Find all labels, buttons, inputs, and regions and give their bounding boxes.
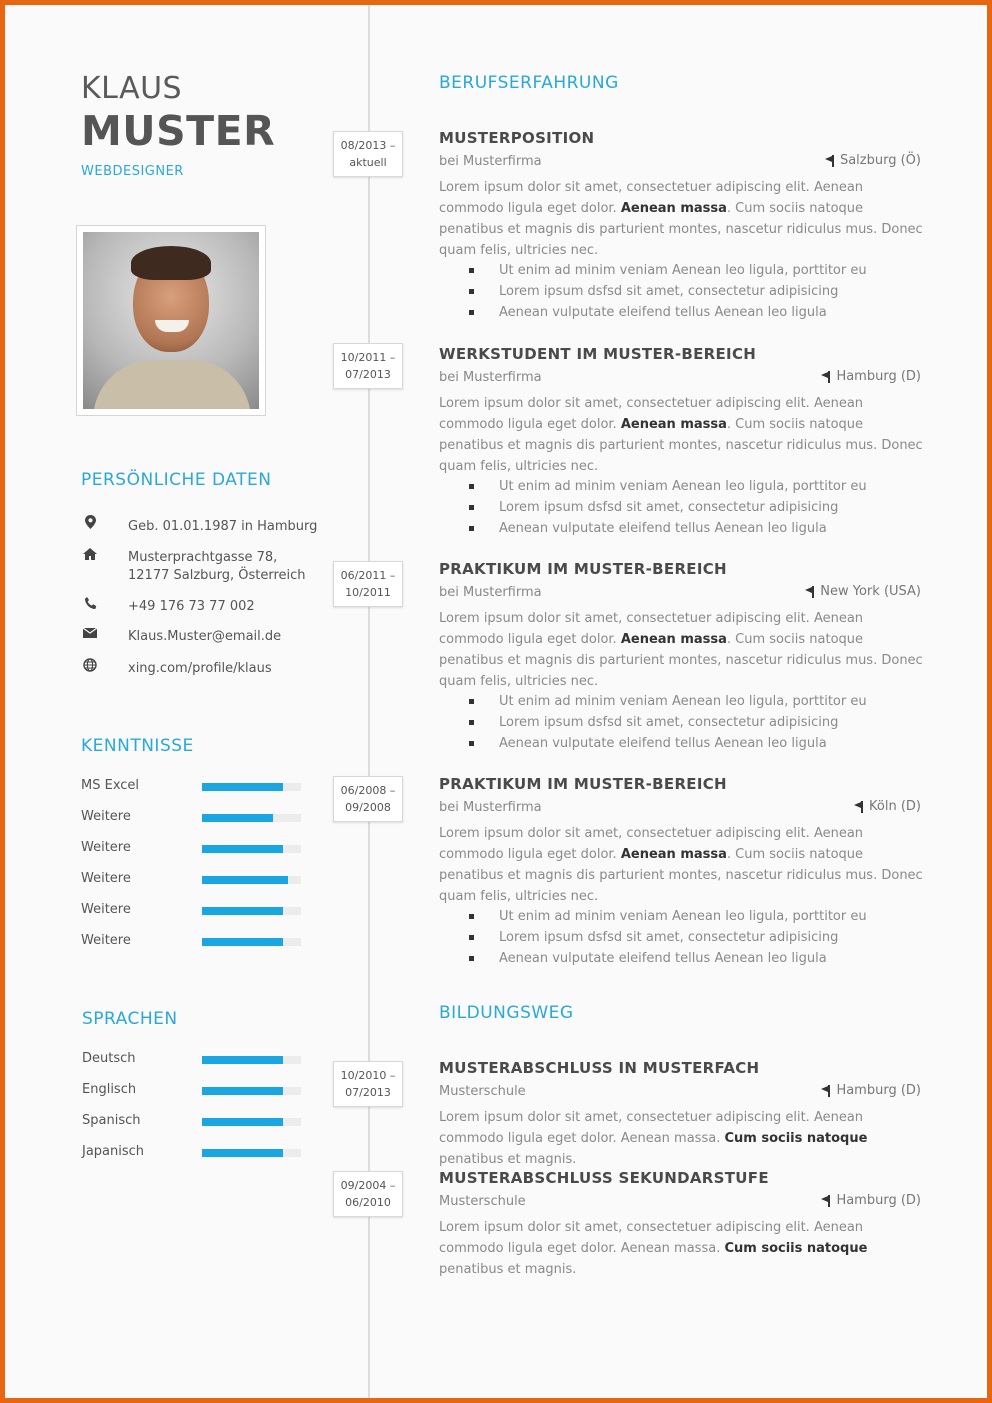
profile-url: xing.com/profile/klaus	[128, 661, 272, 676]
school-name: Musterschule	[439, 1194, 526, 1209]
skills-label: Weitere	[81, 809, 131, 824]
date-to: 09/2008	[345, 801, 391, 814]
languages-label: Englisch	[82, 1082, 137, 1097]
bullet-item: Aenean vulputate eleifend tellus Aenean leo ligula	[469, 518, 909, 539]
job-title: MUSTERPOSITION	[439, 129, 595, 147]
skills-bar	[202, 814, 301, 822]
skills-label: Weitere	[81, 933, 131, 948]
flag-icon	[825, 155, 835, 167]
job-bullets	[469, 691, 909, 754]
date-from: 10/2010 –	[340, 1069, 396, 1082]
job-bullets	[469, 260, 909, 323]
education-title-entry: MUSTERABSCHLUSS IN MUSTERFACH	[439, 1059, 760, 1077]
school-name: Musterschule	[439, 1084, 526, 1099]
experience-title: BERUFSERFAHRUNG	[439, 73, 619, 93]
desc-bold: Aenean massa	[620, 632, 727, 647]
birth-info: Geb. 01.01.1987 in Hamburg	[128, 519, 318, 534]
desc-part: penatibus et magnis.	[439, 1262, 577, 1277]
skills-label: MS Excel	[81, 778, 140, 793]
languages-bar-fill	[202, 1087, 283, 1095]
flag-icon	[821, 1085, 831, 1097]
desc-part: Lorem ipsum dolor sit amet, consectetuer adipiscing elit. Aenean commodo ligula eget dolor. Aenean massa.	[439, 1220, 864, 1256]
bullet-item: Ut enim ad minim veniam Aenean leo ligula, porttitor eu	[469, 691, 909, 712]
education-description	[439, 1217, 929, 1280]
bullet-item: Ut enim ad minim veniam Aenean leo ligula, porttitor eu	[469, 906, 909, 927]
job-location	[825, 153, 921, 168]
skills-title: KENNTNISSE	[81, 736, 194, 756]
job-description	[439, 393, 929, 477]
date-to: 06/2010	[345, 1196, 391, 1209]
photo-image	[83, 232, 259, 409]
date-box	[333, 343, 403, 389]
date-box	[333, 1061, 403, 1107]
languages-label: Japanisch	[82, 1144, 145, 1159]
education-location	[821, 1193, 921, 1208]
job-title: PRAKTIKUM IM MUSTER-BEREICH	[439, 775, 727, 793]
desc-part: Lorem ipsum dolor sit amet, consectetuer adipiscing elit. Aenean commodo ligula eget dolor.	[439, 396, 864, 432]
date-box	[333, 776, 403, 822]
education-title-entry: MUSTERABSCHLUSS SEKUNDARSTUFE	[439, 1169, 769, 1187]
job-location-text: New York (USA)	[820, 584, 921, 599]
education-title: BILDUNGSWEG	[439, 1003, 574, 1023]
phone-number: +49 176 73 77 002	[128, 599, 255, 614]
bullet-item: Aenean vulputate eleifend tellus Aenean leo ligula	[469, 733, 909, 754]
email-address: Klaus.Muster@email.de	[128, 629, 282, 644]
skills-bar-fill	[202, 845, 283, 853]
job-company: bei Musterfirma	[439, 800, 542, 815]
languages-title: SPRACHEN	[82, 1009, 178, 1029]
flag-icon	[805, 586, 815, 598]
job-bullets	[469, 906, 909, 969]
desc-bold: Aenean massa	[620, 201, 727, 216]
date-from: 10/2011 –	[340, 351, 396, 364]
date-from: 06/2011 –	[340, 569, 396, 582]
job-location-text: Köln (D)	[869, 799, 921, 814]
skills-label: Weitere	[81, 840, 131, 855]
languages-bar-fill	[202, 1118, 283, 1126]
first-name: KLAUS	[81, 71, 183, 106]
desc-part: penatibus et magnis.	[439, 1152, 577, 1167]
job-location	[854, 799, 921, 814]
job-company: bei Musterfirma	[439, 370, 542, 385]
job-title: PRAKTIKUM IM MUSTER-BEREICH	[439, 560, 727, 578]
skills-bar	[202, 783, 301, 791]
bullet-item: Aenean vulputate eleifend tellus Aenean leo ligula	[469, 948, 909, 969]
job-location	[821, 369, 921, 384]
job-title: WERKSTUDENT IM MUSTER-BEREICH	[439, 345, 757, 363]
education-description	[439, 1107, 929, 1170]
job-bullets	[469, 476, 909, 539]
desc-part: . Cum sociis natoque penatibus et magnis dis parturient montes, nascetur ridiculus mus. Donec quam felis, ultricies nec.	[439, 417, 923, 474]
date-to: 10/2011	[345, 586, 391, 599]
date-box	[333, 561, 403, 607]
skills-bar-fill	[202, 814, 273, 822]
skills-label: Weitere	[81, 871, 131, 886]
job-location	[805, 584, 921, 599]
desc-part: Lorem ipsum dolor sit amet, consectetuer adipiscing elit. Aenean commodo ligula eget dolor.	[439, 611, 864, 647]
date-from: 06/2008 –	[340, 784, 396, 797]
desc-bold: Aenean massa	[620, 847, 727, 862]
job-description	[439, 177, 929, 261]
flag-icon	[821, 1195, 831, 1207]
skills-bar-fill	[202, 938, 283, 946]
skills-label: Weitere	[81, 902, 131, 917]
address: Musterprachtgasse 78, 12177 Salzburg, Österreich	[128, 550, 306, 583]
bullet-item: Ut enim ad minim veniam Aenean leo ligula, porttitor eu	[469, 260, 909, 281]
skills-bar-fill	[202, 907, 283, 915]
desc-part: . Cum sociis natoque penatibus et magnis dis parturient montes, nascetur ridiculus mus. Donec quam felis, ultricies nec.	[439, 201, 923, 258]
job-role: WEBDESIGNER	[81, 164, 184, 179]
envelope-icon	[83, 626, 97, 640]
desc-bold: Cum sociis natoque	[724, 1131, 868, 1146]
languages-label: Deutsch	[82, 1051, 136, 1066]
desc-bold: Aenean massa	[620, 417, 727, 432]
languages-bar-fill	[202, 1149, 283, 1157]
flag-icon	[854, 801, 864, 813]
education-location-text: Hamburg (D)	[836, 1193, 921, 1208]
date-to: 07/2013	[345, 1086, 391, 1099]
job-company: bei Musterfirma	[439, 154, 542, 169]
profile-photo	[76, 225, 266, 416]
date-from: 09/2004 –	[340, 1179, 396, 1192]
languages-label: Spanisch	[82, 1113, 141, 1128]
skills-bar-fill	[202, 876, 288, 884]
job-description	[439, 823, 929, 907]
languages-bar	[202, 1118, 301, 1126]
job-location-text: Hamburg (D)	[836, 369, 921, 384]
globe-icon	[83, 658, 97, 672]
bullet-item: Ut enim ad minim veniam Aenean leo ligula, porttitor eu	[469, 476, 909, 497]
skills-bar-fill	[202, 783, 283, 791]
home-icon	[83, 547, 97, 561]
date-to: aktuell	[349, 156, 387, 169]
personal-data-title: PERSÖNLICHE DATEN	[81, 470, 272, 490]
desc-part: . Cum sociis natoque penatibus et magnis dis parturient montes, nascetur ridiculus mus. Donec quam felis, ultricies nec.	[439, 632, 923, 689]
desc-bold: Cum sociis natoque	[724, 1241, 868, 1256]
date-box	[333, 131, 403, 177]
bullet-item: Lorem ipsum dsfsd sit amet, consectetur adipisicing	[469, 927, 909, 948]
skills-bar	[202, 845, 301, 853]
phone-icon	[83, 596, 97, 610]
job-company: bei Musterfirma	[439, 585, 542, 600]
photo-shoulders	[93, 360, 251, 409]
photo-hair	[131, 246, 211, 280]
cv-page	[5, 5, 987, 1398]
bullet-item: Lorem ipsum dsfsd sit amet, consectetur adipisicing	[469, 497, 909, 518]
skills-bar	[202, 876, 301, 884]
job-description	[439, 608, 929, 692]
bullet-item: Lorem ipsum dsfsd sit amet, consectetur adipisicing	[469, 712, 909, 733]
education-location-text: Hamburg (D)	[836, 1083, 921, 1098]
languages-bar	[202, 1087, 301, 1095]
languages-bar	[202, 1149, 301, 1157]
job-location-text: Salzburg (Ö)	[839, 153, 921, 168]
bullet-item: Lorem ipsum dsfsd sit amet, consectetur adipisicing	[469, 281, 909, 302]
languages-bar-fill	[202, 1056, 283, 1064]
desc-part: Lorem ipsum dolor sit amet, consectetuer adipiscing elit. Aenean commodo ligula eget dolor. Aenean massa.	[439, 1110, 864, 1146]
flag-icon	[821, 371, 831, 383]
date-from: 08/2013 –	[340, 139, 396, 152]
skills-bar	[202, 907, 301, 915]
desc-part: . Cum sociis natoque penatibus et magnis dis parturient montes, nascetur ridiculus mus. Donec quam felis, ultricies nec.	[439, 847, 923, 904]
date-box	[333, 1171, 403, 1217]
bullet-item: Aenean vulputate eleifend tellus Aenean leo ligula	[469, 302, 909, 323]
desc-part: Lorem ipsum dolor sit amet, consectetuer adipiscing elit. Aenean commodo ligula eget dolor.	[439, 180, 864, 216]
date-to: 07/2013	[345, 368, 391, 381]
skills-bar	[202, 938, 301, 946]
education-location	[821, 1083, 921, 1098]
desc-part: Lorem ipsum dolor sit amet, consectetuer adipiscing elit. Aenean commodo ligula eget dolor.	[439, 826, 864, 862]
last-name: MUSTER	[81, 107, 276, 155]
location-pin-icon	[83, 515, 97, 529]
languages-bar	[202, 1056, 301, 1064]
